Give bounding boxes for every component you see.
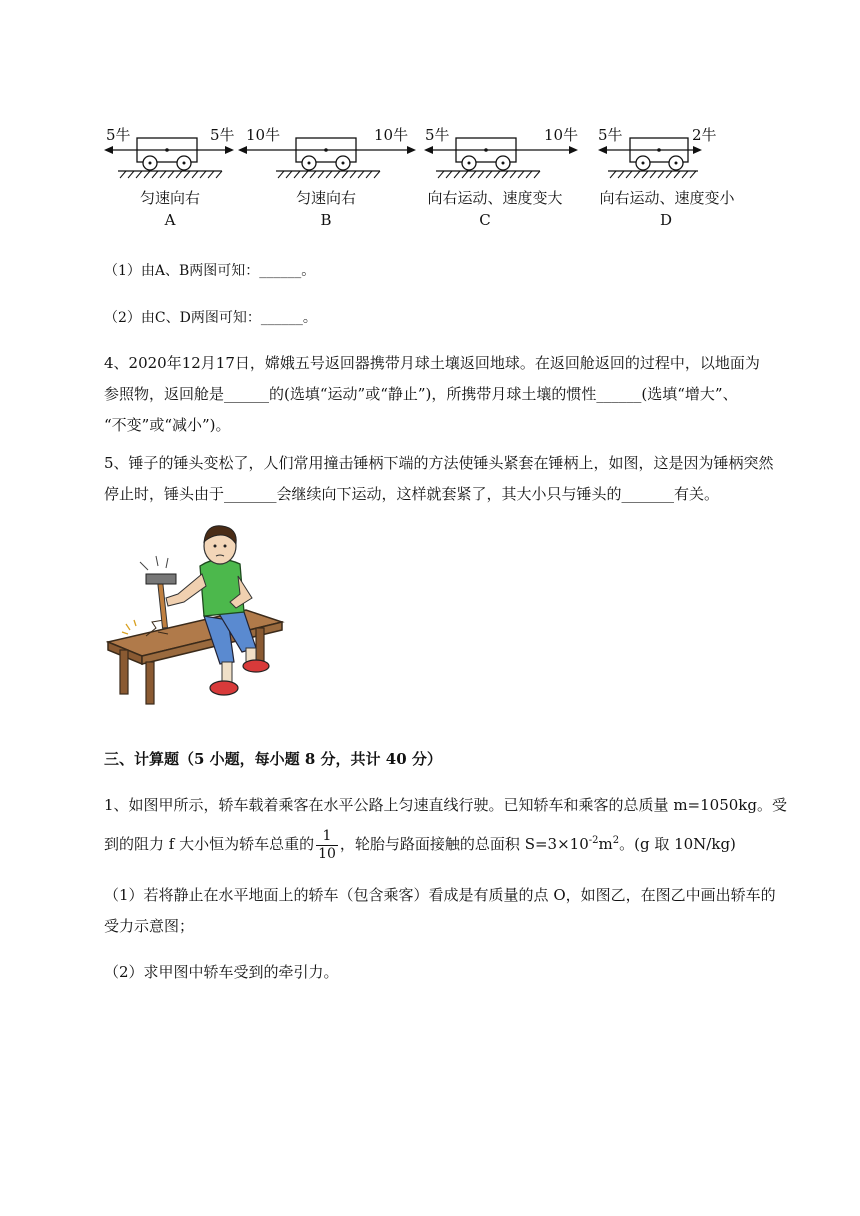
calc1-line2-c: m: [598, 835, 613, 853]
q5-line2: 停止时，锤头由于_______会继续向下运动，这样就套紧了，其大小只与锤头的_______有关。: [104, 485, 720, 503]
diagram-a-letter: A: [164, 211, 176, 229]
calc1-line2-d: 。(g 取 10N/kg): [619, 835, 736, 853]
diagram-a-left-force: 5牛: [106, 126, 131, 144]
calc-question-1: [104, 790, 804, 863]
diagram-c-caption: 向右运动、速度变大: [427, 189, 563, 207]
hammer-boy-illustration: [106, 524, 290, 706]
calc1-line2-a: 到的阻力 f 大小恒为轿车总重的: [104, 835, 315, 853]
calc1-line1: 1、如图甲所示，轿车载着乘客在水平公路上匀速直线行驶。已知轿车和乘客的总质量 m=1050kg。受: [104, 796, 787, 814]
diagram-d-caption: 向右运动、速度变小: [599, 189, 735, 207]
diagram-b-right-force: 10牛: [374, 126, 409, 144]
calc1-line2-b: ，轮胎与路面接触的总面积 S=3×10: [339, 835, 589, 853]
q3-sub2: （2）由C、D两图可知：______。: [104, 310, 317, 326]
diagram-b-letter: B: [320, 211, 332, 229]
question-4: [104, 348, 804, 441]
fraction-numerator: 1: [316, 828, 338, 846]
diagram-d-right-force: 2牛: [692, 126, 717, 144]
diagram-d-cart: [598, 130, 702, 188]
diagram-b-left-force: 10牛: [246, 126, 281, 144]
diagram-c-right-force: 10牛: [544, 126, 579, 144]
diagram-c-letter: C: [479, 211, 491, 229]
fraction-one-tenth: [316, 828, 338, 863]
section-3-heading: 三、计算题（5 小题，每小题 8 分，共计 40 分）: [104, 750, 442, 768]
q4-line2: 参照物，返回舱是______的(选填“运动”或“静止”)，所携带月球土壤的惯性______(选填“增大”、: [104, 385, 738, 403]
diagram-c-left-force: 5牛: [425, 126, 450, 144]
diagram-a-right-force: 5牛: [210, 126, 235, 144]
calc1-sub2: （2）求甲图中轿车受到的牵引力。: [104, 963, 339, 981]
calc1-exponent-2: 2: [612, 835, 620, 846]
calc1-sub1-line1: （1）若将静止在水平地面上的轿车（包含乘客）看成是有质量的点 O，如图乙，在图乙中画出轿车的: [104, 886, 776, 904]
question-5: [104, 448, 804, 510]
diagram-d-left-force: 5牛: [598, 126, 623, 144]
calc1-sub1-line2: 受力示意图；: [104, 917, 195, 935]
q4-line3: “不变”或“减小”)。: [104, 416, 231, 434]
diagram-b-caption: 匀速向右: [295, 189, 356, 207]
calc1-exponent: -2: [588, 835, 599, 846]
calc1-sub1: [104, 880, 804, 942]
diagram-c-cart: [424, 130, 578, 188]
diagram-a-caption: 匀速向右: [139, 189, 200, 207]
diagram-d-letter: D: [659, 211, 673, 229]
q4-line1: 4、2020年12月17日，嫦娥五号返回器携带月球土壤返回地球。在返回舱返回的过程中，以地面为: [104, 354, 760, 372]
diagram-b-cart: [238, 130, 416, 188]
calc1-line2: [104, 825, 804, 863]
q5-line1: 5、锤子的锤头变松了，人们常用撞击锤柄下端的方法使锤头紧套在锤柄上，如图，这是因为锤柄突然: [104, 454, 774, 472]
fraction-denominator: 10: [318, 845, 336, 862]
diagram-a-cart: [104, 130, 234, 188]
q3-sub1: （1）由A、B两图可知：______。: [104, 263, 316, 279]
